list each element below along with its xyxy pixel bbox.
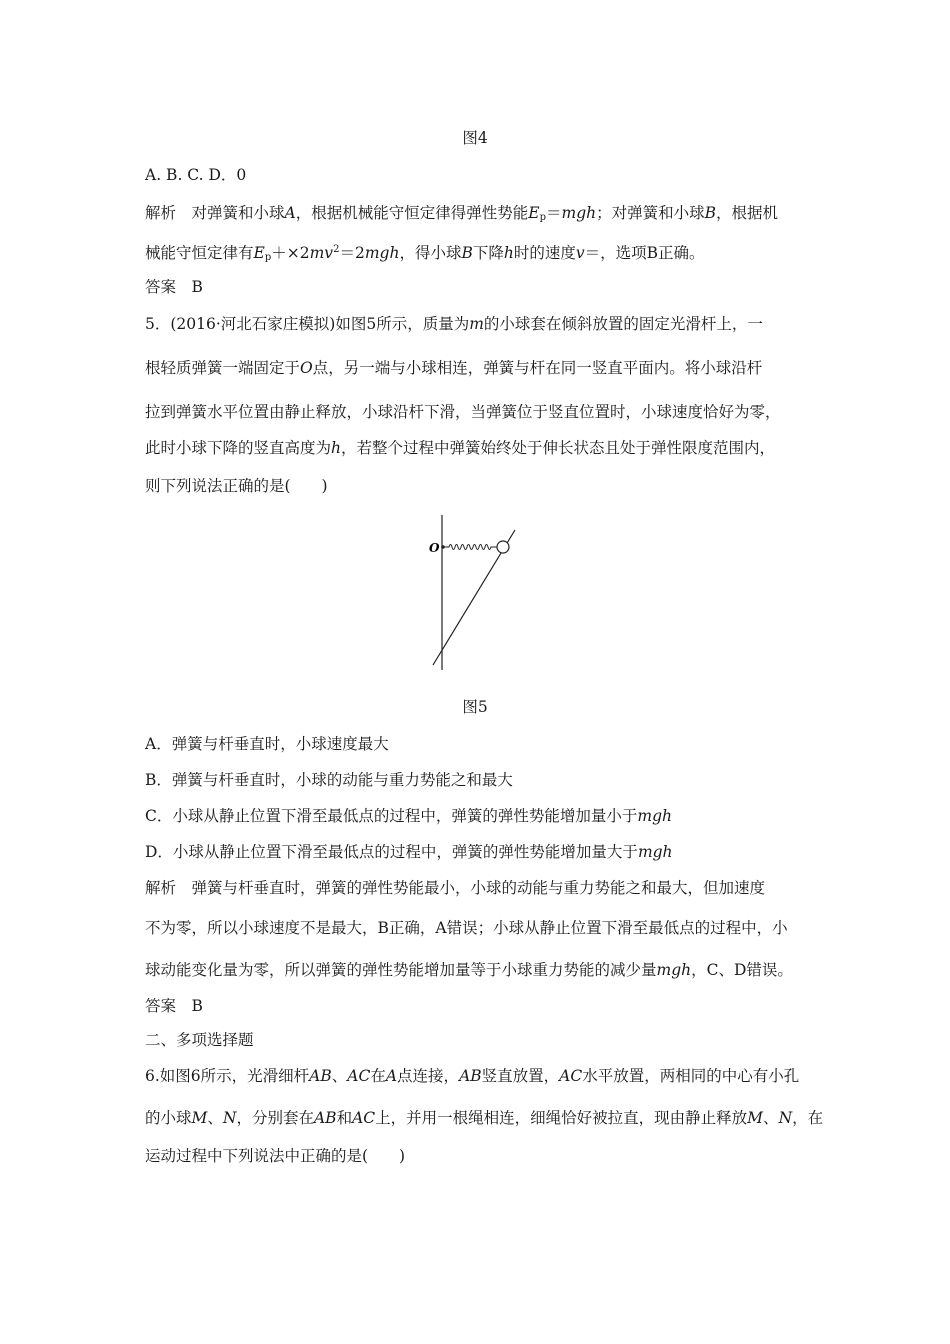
text: 上，并用一根绳相连，细绳恰好被拉直，现由静止释放 bbox=[375, 1109, 748, 1127]
figure-4-caption: 图4 bbox=[462, 129, 488, 147]
var-E: E bbox=[528, 204, 540, 222]
text: 、 bbox=[207, 1109, 223, 1127]
q5-analysis-line-3 bbox=[145, 960, 793, 980]
q6-line-1 bbox=[145, 1066, 799, 1086]
q5-answer: 答案 B bbox=[145, 997, 203, 1015]
label-o: O bbox=[429, 541, 440, 555]
text: ＝ bbox=[546, 204, 562, 222]
q5-line-3: 拉到弹簧水平位置由静止释放，小球沿杆下滑，当弹簧位于竖直位置时，小球速度恰好为零， bbox=[145, 403, 781, 421]
q5-line-2 bbox=[145, 358, 762, 378]
var-A: A bbox=[385, 1067, 398, 1085]
text: ，根据机 bbox=[716, 204, 779, 222]
q4-analysis-line-1 bbox=[145, 203, 778, 228]
var-h: h bbox=[331, 439, 341, 457]
var-mv: mv bbox=[309, 244, 334, 262]
text: 球动能变化量为零，所以弹簧的弹性势能增加量等于小球重力势能的减少量 bbox=[145, 961, 657, 979]
figure-5 bbox=[425, 510, 525, 670]
var-B: B bbox=[704, 204, 717, 222]
var-mgh: mgh bbox=[656, 961, 692, 979]
var-AB: AB bbox=[459, 1067, 482, 1085]
var-AB: AB bbox=[309, 1067, 332, 1085]
text: 5．(2016·河北石家庄模拟)如图5所示，质量为 bbox=[145, 315, 470, 333]
text: 时的速度 bbox=[513, 244, 576, 262]
text: 、 bbox=[763, 1109, 779, 1127]
var-mgh: mgh bbox=[637, 807, 672, 825]
var-mgh: mgh bbox=[637, 843, 673, 861]
var-A: A bbox=[284, 204, 296, 222]
q5-option-d bbox=[145, 842, 673, 862]
q5-line-5: 则下列说法正确的是( ) bbox=[145, 477, 328, 495]
text: ＋×2 bbox=[271, 244, 310, 262]
text: 此时小球下降的竖直高度为 bbox=[145, 439, 332, 457]
q5-analysis-line-1: 解析 弹簧与杆垂直时，弹簧的弹性势能最小，小球的动能与重力势能之和最大，但加速度 bbox=[145, 879, 766, 897]
superscript: 2 bbox=[333, 244, 340, 255]
text: ＝2 bbox=[339, 244, 365, 262]
text: ；对弹簧和小球 bbox=[596, 204, 705, 222]
q5-option-a: A．弹簧与杆垂直时，小球速度最大 bbox=[145, 735, 389, 753]
text: 的小球 bbox=[145, 1109, 192, 1127]
text: ，得小球 bbox=[399, 244, 462, 262]
text: 和 bbox=[336, 1109, 353, 1127]
var-AC: AC bbox=[352, 1109, 376, 1127]
var-N: N bbox=[778, 1109, 793, 1127]
subscript: p bbox=[539, 212, 546, 223]
var-N: N bbox=[222, 1109, 237, 1127]
text: ，根据机械能守恒定律得弹性势能 bbox=[295, 204, 529, 222]
text: ，若整个过程中弹簧始终处于伸长状态且处于弹性限度范围内， bbox=[341, 439, 776, 457]
var-mgh: mgh bbox=[364, 244, 400, 262]
var-AC: AC bbox=[347, 1067, 371, 1085]
var-O: O bbox=[300, 359, 313, 377]
text: 6.如图6所示，光滑细杆 bbox=[145, 1067, 310, 1085]
var-M: M bbox=[191, 1109, 208, 1127]
text: 下降 bbox=[472, 244, 504, 262]
text: ＝，选项B正确。 bbox=[584, 244, 705, 262]
text: 的小球套在倾斜放置的固定光滑杆上，一 bbox=[483, 315, 763, 333]
text: 点连接， bbox=[397, 1067, 460, 1085]
text: ，在 bbox=[792, 1109, 824, 1127]
q5-option-c bbox=[145, 806, 672, 826]
text: 竖直放置， bbox=[481, 1067, 560, 1085]
var-AC: AC bbox=[559, 1067, 583, 1085]
var-AB: AB bbox=[313, 1109, 337, 1127]
section-heading: 二、多项选择题 bbox=[145, 1031, 254, 1049]
q6-line-3: 运动过程中下列说法中正确的是( ) bbox=[145, 1147, 406, 1165]
q5-option-b: B．弹簧与杆垂直时，小球的动能与重力势能之和最大 bbox=[145, 771, 513, 789]
q5-analysis-line-2: 不为零，所以小球速度不是最大，B正确，A错误；小球从静止位置下滑至最低点的过程中，小 bbox=[145, 919, 788, 937]
var-m: m bbox=[469, 315, 484, 333]
text: 在 bbox=[370, 1067, 386, 1085]
figure-5-diagram bbox=[425, 510, 525, 670]
ball bbox=[497, 541, 509, 553]
q6-line-2 bbox=[145, 1108, 823, 1128]
text: 对弹簧和小球 bbox=[191, 204, 285, 222]
text: 、 bbox=[331, 1067, 348, 1085]
var-E: E bbox=[253, 244, 265, 262]
var-B: B bbox=[461, 244, 473, 262]
var-M: M bbox=[747, 1109, 764, 1127]
spring bbox=[443, 545, 497, 550]
analysis-label: 解析 bbox=[145, 204, 177, 222]
text: ，分别套在 bbox=[236, 1109, 314, 1127]
q5-line-4 bbox=[145, 438, 775, 458]
text: 械能守恒定律有 bbox=[145, 244, 254, 262]
var-mgh: mgh bbox=[561, 204, 597, 222]
subscript: p bbox=[264, 252, 272, 263]
q4-answer: 答案 B bbox=[145, 278, 203, 296]
q5-line-1 bbox=[145, 314, 763, 334]
text: 根轻质弹簧一端固定于 bbox=[145, 359, 301, 377]
text: 水平放置，两相同的中心有小孔 bbox=[582, 1067, 800, 1085]
figure-5-caption: 图5 bbox=[462, 698, 488, 716]
text: C．小球从静止位置下滑至最低点的过程中，弹簧的弹性势能增加量小于 bbox=[145, 807, 638, 825]
text: ，C、D错误。 bbox=[691, 961, 793, 979]
var-h: h bbox=[503, 244, 514, 262]
q4-analysis-line-2 bbox=[145, 240, 705, 268]
text: D．小球从静止位置下滑至最低点的过程中，弹簧的弹性势能增加量大于 bbox=[145, 843, 638, 861]
var-v: v bbox=[575, 244, 585, 262]
text: 点，另一端与小球相连，弹簧与杆在同一竖直平面内。将小球沿杆 bbox=[312, 359, 763, 377]
q4-options: A. B. C. D．0 bbox=[145, 166, 247, 184]
